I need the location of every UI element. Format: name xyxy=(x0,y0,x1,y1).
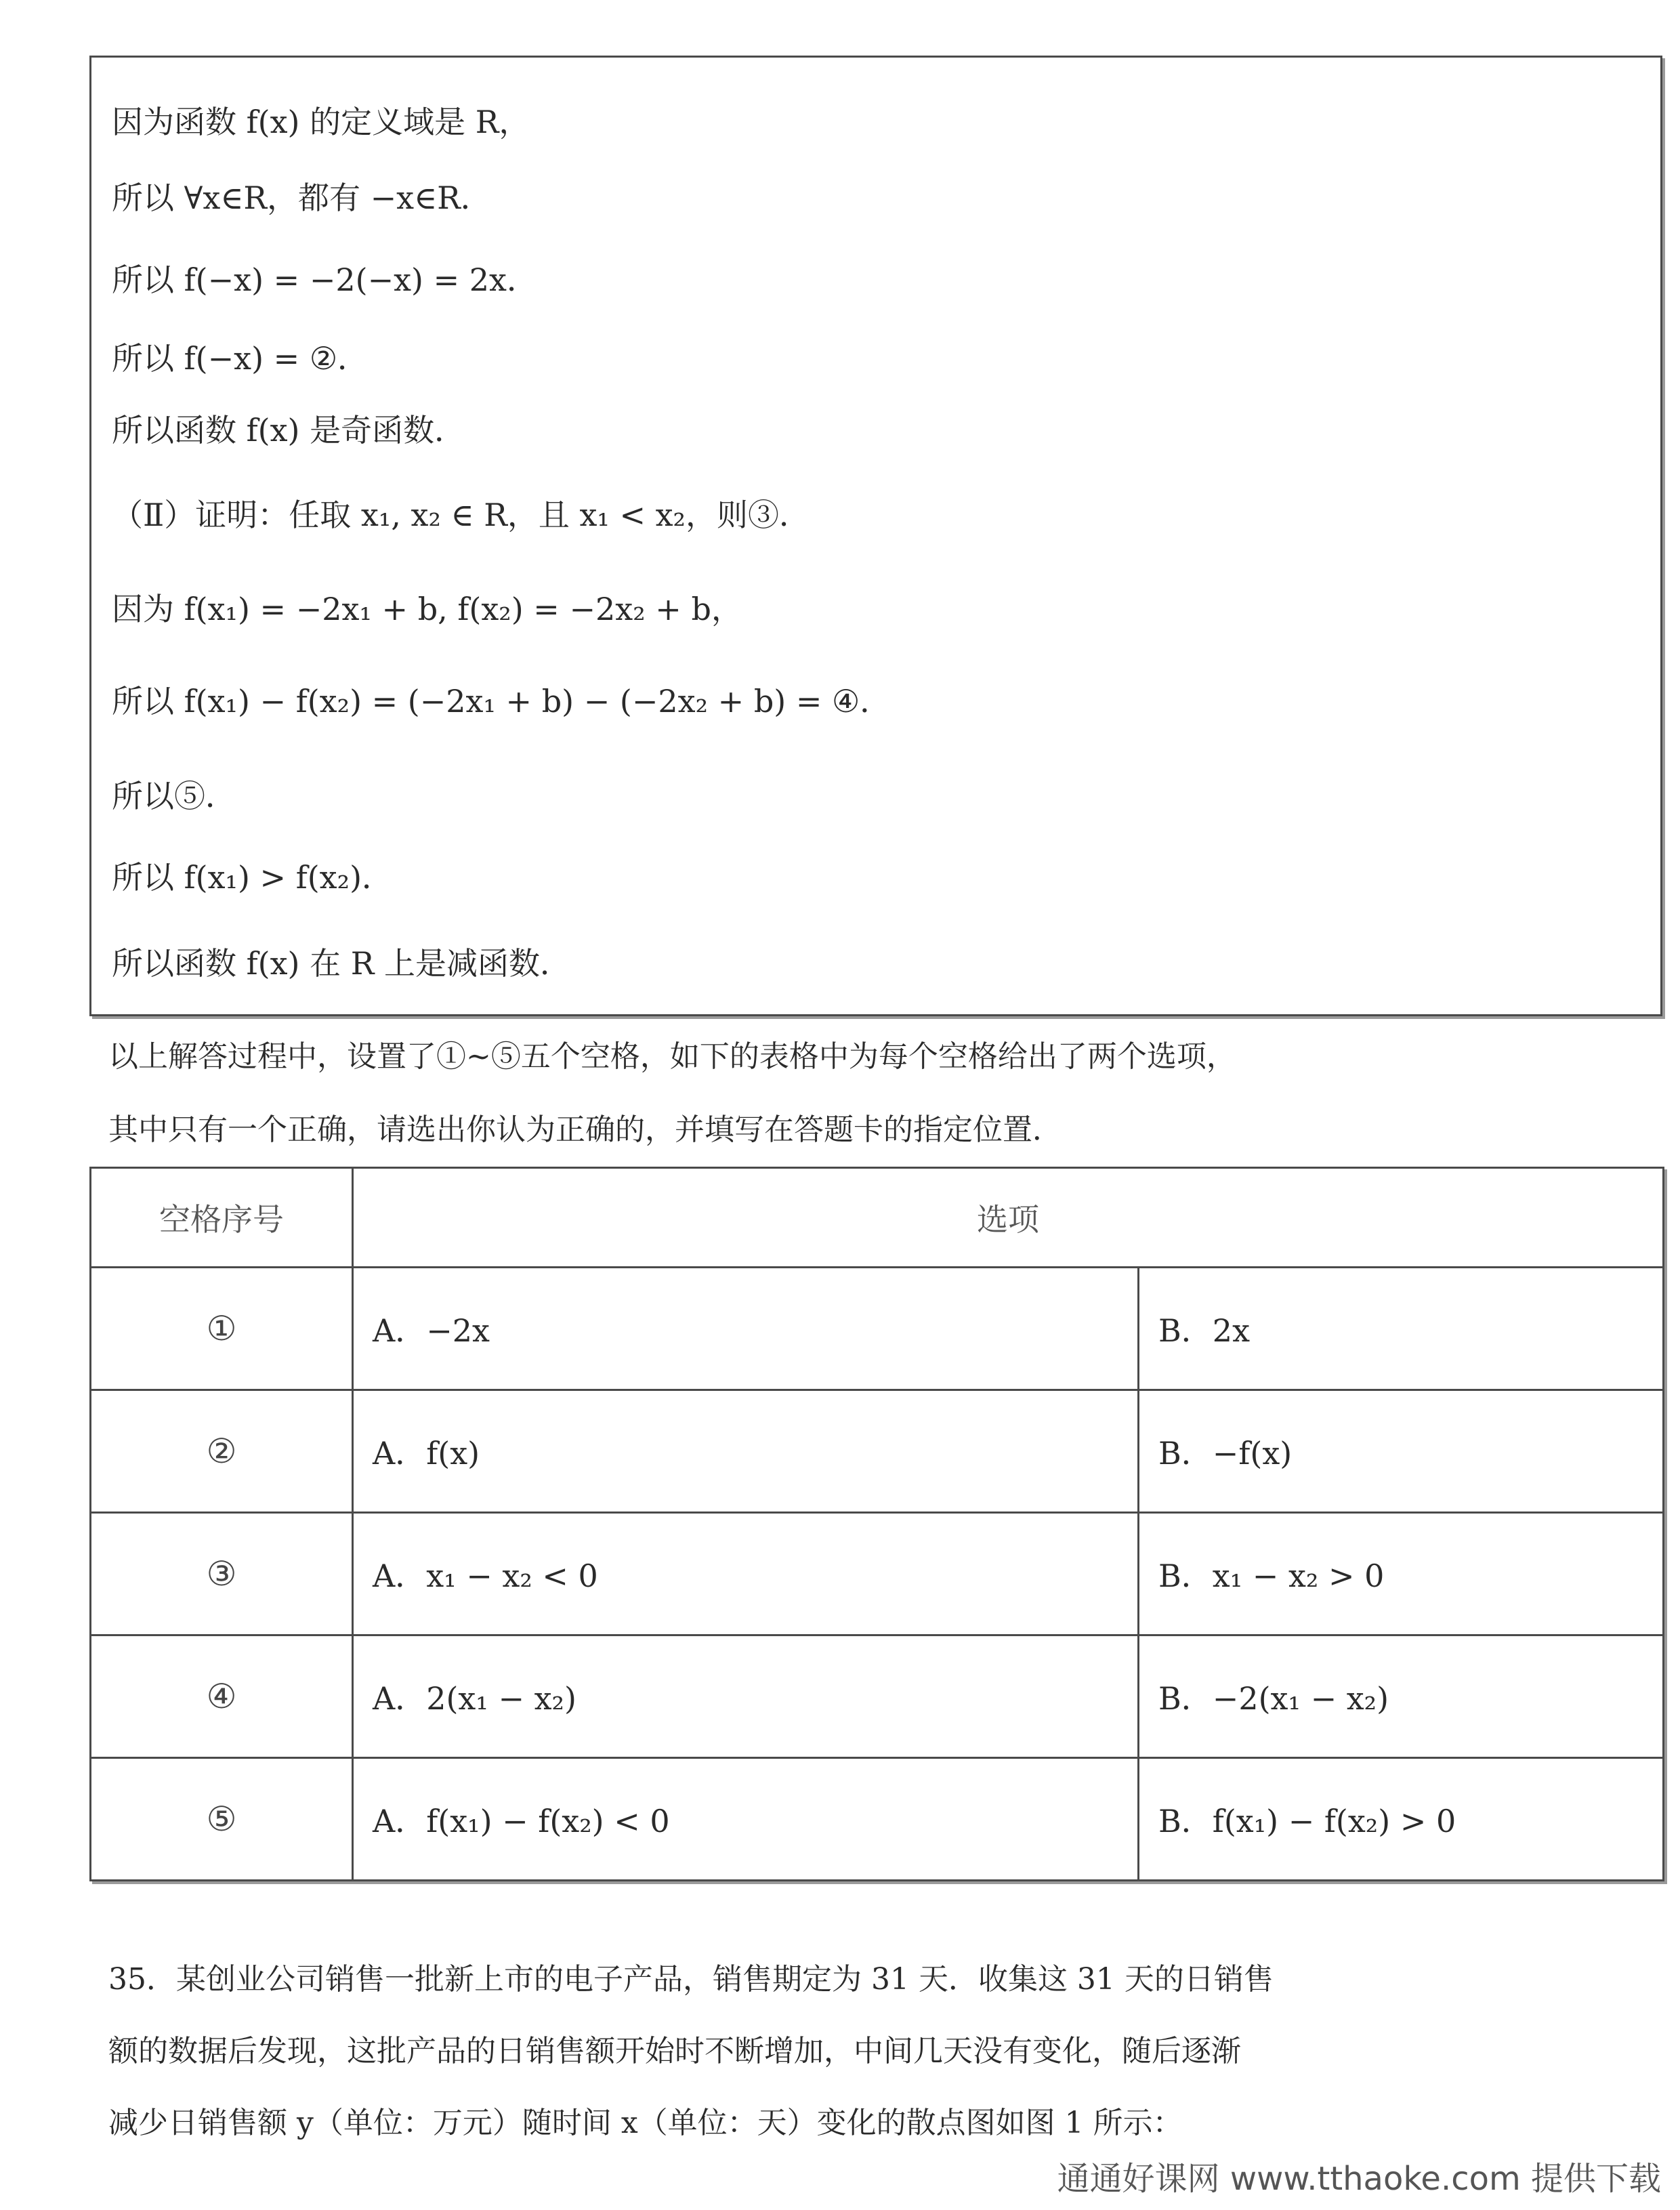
proof-line: 因为 f(x₁) = −2x₁ + b, f(x₂) = −2x₂ + b， xyxy=(112,591,742,627)
option-b: B．x₁ − x₂ > 0 xyxy=(1139,1513,1664,1635)
option-a: A．f(x₁) − f(x₂) < 0 xyxy=(353,1758,1139,1881)
question-35-line: 额的数据后发现，这批产品的日销售额开始时不断增加，中间几天没有变化，随后逐渐 xyxy=(108,2034,1241,2068)
header-blank-number: 空格序号 xyxy=(91,1168,353,1268)
watermark: 通通好课网 www.tthaoke.com 提供下载 xyxy=(1057,2160,1661,2198)
option-a: A．2(x₁ − x₂) xyxy=(353,1635,1139,1758)
proof-line: 所以 f(−x) = −2(−x) = 2x． xyxy=(112,262,538,298)
instruction-line: 以上解答过程中，设置了①~⑤五个空格，如下的表格中为每个空格给出了两个选项， xyxy=(108,1039,1236,1074)
blank-number: ④ xyxy=(91,1635,353,1758)
header-options: 选项 xyxy=(353,1168,1664,1268)
option-a: A．x₁ − x₂ < 0 xyxy=(353,1513,1139,1635)
table-header-row xyxy=(91,1168,1664,1268)
table-row xyxy=(91,1390,1664,1513)
proof-line: 所以函数 f(x) 是奇函数． xyxy=(112,412,466,449)
proof-box xyxy=(89,56,1662,1016)
question-35-line: 减少日销售额 y（单位：万元）随时间 x（单位：天）变化的散点图如图 1 所示： xyxy=(108,2106,1183,2140)
proof-line: 所以 f(x₁) − f(x₂) = (−2x₁ + b) − (−2x₂ + b) = ④． xyxy=(112,683,891,720)
question-35-line: 35．某创业公司销售一批新上市的电子产品，销售期定为 31 天．收集这 31 天的日销售 xyxy=(108,1962,1274,1997)
table-row xyxy=(91,1758,1664,1881)
option-a: A．−2x xyxy=(353,1268,1139,1390)
blank-number: ① xyxy=(91,1268,353,1390)
blank-number: ③ xyxy=(91,1513,353,1635)
proof-line: 所以 f(x₁) > f(x₂)． xyxy=(112,859,394,896)
option-b: B．2x xyxy=(1139,1268,1664,1390)
options-table xyxy=(89,1167,1664,1881)
option-b: B．−f(x) xyxy=(1139,1390,1664,1513)
blank-number: ⑤ xyxy=(91,1758,353,1881)
proof-line: 因为函数 f(x) 的定义域是 R， xyxy=(112,104,530,140)
proof-line: （Ⅱ）证明：任取 x₁, x₂ ∈ R，且 x₁ < x₂，则③． xyxy=(112,497,811,533)
table-row xyxy=(91,1268,1664,1390)
table-row xyxy=(91,1513,1664,1635)
option-a: A．f(x) xyxy=(353,1390,1139,1513)
table-row xyxy=(91,1635,1664,1758)
blank-number: ② xyxy=(91,1390,353,1513)
proof-line: 所以⑤． xyxy=(112,778,236,814)
proof-line: 所以 ∀x∈R，都有 −x∈R． xyxy=(112,180,492,216)
option-b: B．f(x₁) − f(x₂) > 0 xyxy=(1139,1758,1664,1881)
proof-line: 所以函数 f(x) 在 R 上是减函数． xyxy=(112,945,571,982)
option-b: B．−2(x₁ − x₂) xyxy=(1139,1635,1664,1758)
proof-line: 所以 f(−x) = ②． xyxy=(112,340,369,377)
instruction-line: 其中只有一个正确，请选出你认为正确的，并填写在答题卡的指定位置． xyxy=(108,1112,1062,1147)
